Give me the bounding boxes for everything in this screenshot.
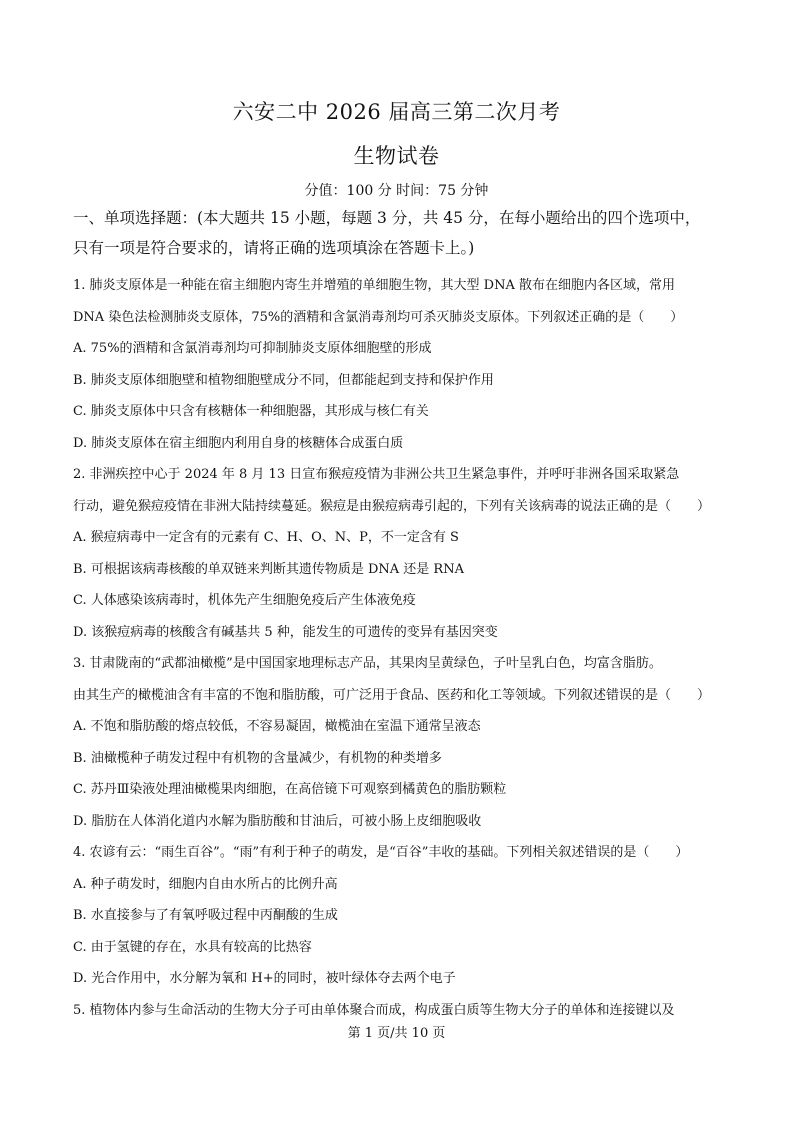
option-line: D. 该猴痘病毒的核酸含有碱基共 5 种，能发生的可遗传的变异有基因突变 bbox=[73, 624, 498, 640]
option-line: B. 水直接参与了有氧呼吸过程中丙酮酸的生成 bbox=[73, 908, 338, 923]
section-heading-line-1: 一、单项选择题：(本大题共 15 小题，每题 3 分，共 45 分，在每小题给出的四个选项中， bbox=[73, 209, 701, 227]
option-line: C. 由于氢键的存在，水具有较高的比热容 bbox=[73, 939, 312, 955]
option-line: C. 肺炎支原体中只含有核糖体一种细胞器，其形成与核仁有关 bbox=[73, 404, 429, 419]
text-line: 由其生产的橄榄油含有丰富的不饱和脂肪酸，可广泛用于食品、医药和化工等领域。下列叙述错误的是（ ） bbox=[73, 687, 711, 703]
text-line: 5. 植物体内参与生命活动的生物大分子可由单体聚合而成，构成蛋白质等生物大分子的单体和连接键以及 bbox=[73, 1002, 675, 1018]
text-line: 1. 肺炎支原体是一种能在宿主细胞内寄生并增殖的单细胞生物，其大型 DNA 散布在细胞内各区域，常用 bbox=[73, 278, 675, 293]
option-line: D. 光合作用中，水分解为氧和 H+的同时，被叶绿体夺去两个电子 bbox=[73, 971, 456, 986]
text-line: DNA 染色法检测肺炎支原体，75%的酒精和含氯消毒剂均可杀灭肺炎支原体。下列叙述正确的是（ ） bbox=[73, 309, 684, 325]
option-line: A. 75%的酒精和含氯消毒剂均可抑制肺炎支原体细胞壁的形成 bbox=[73, 341, 432, 356]
option-line: B. 可根据该病毒核酸的单双链来判断其遗传物质是 DNA 还是 RNA bbox=[73, 561, 464, 577]
option-line: A. 种子萌发时，细胞内自由水所占的比例升高 bbox=[73, 876, 338, 892]
text-line: 2. 非洲疾控中心于 2024 年 8 月 13 日宣布猴痘疫情为非洲公共卫生紧急事件，并呼吁非洲各国采取紧急 bbox=[73, 467, 680, 482]
text-line: 行动，避免猴痘疫情在非洲大陆持续蔓延。猴痘是由猴痘病毒引起的，下列有关该病毒的说法正确的是（ ） bbox=[73, 498, 711, 514]
option-line: C. 苏丹Ⅲ染液处理油橄榄果肉细胞，在高倍镜下可观察到橘黄色的脂肪颗粒 bbox=[73, 782, 507, 797]
section-heading-line-2: 只有一项是符合要求的，请将正确的选项填涂在答题卡上。) bbox=[73, 239, 475, 257]
option-line: C. 人体感染该病毒时，机体先产生细胞免疫后产生体液免疫 bbox=[73, 593, 416, 608]
section-heading bbox=[73, 203, 729, 263]
option-line: A. 猴痘病毒中一定含有的元素有 C、H、O、N、P，不一定含有 S bbox=[73, 530, 459, 545]
option-line: D. 脂肪在人体消化道内水解为脂肪酸和甘油后，可被小肠上皮细胞吸收 bbox=[73, 813, 482, 829]
exam-title: 六安二中 2026 届高三第二次月考 bbox=[232, 100, 561, 124]
text-line: 4. 农谚有云：“雨生百谷”。“雨”有利于种子的萌发，是“百谷”丰收的基础。下列相关叙述错误的是（ ） bbox=[73, 845, 689, 860]
text-line: 3. 甘肃陇南的“武都油橄榄”是中国国家地理标志产品，其果肉呈黄绿色，子叶呈乳白色，均富含脂肪。 bbox=[73, 656, 662, 671]
question-body bbox=[73, 270, 729, 1026]
exam-meta: 分值：100 分 时间：75 分钟 bbox=[304, 183, 489, 199]
option-line: A. 不饱和脂肪酸的熔点较低，不容易凝固，橄榄油在室温下通常呈液态 bbox=[73, 719, 481, 734]
exam-subtitle: 生物试卷 bbox=[353, 144, 440, 168]
page-footer: 第 1 页/共 10 页 bbox=[347, 1026, 446, 1041]
option-line: B. 油橄榄种子萌发过程中有机物的含量减少，有机物的种类增多 bbox=[73, 750, 442, 766]
option-line: D. 肺炎支原体在宿主细胞内利用自身的核糖体合成蛋白质 bbox=[73, 435, 404, 451]
option-line: B. 肺炎支原体细胞壁和植物细胞壁成分不同，但都能起到支持和保护作用 bbox=[73, 372, 494, 388]
